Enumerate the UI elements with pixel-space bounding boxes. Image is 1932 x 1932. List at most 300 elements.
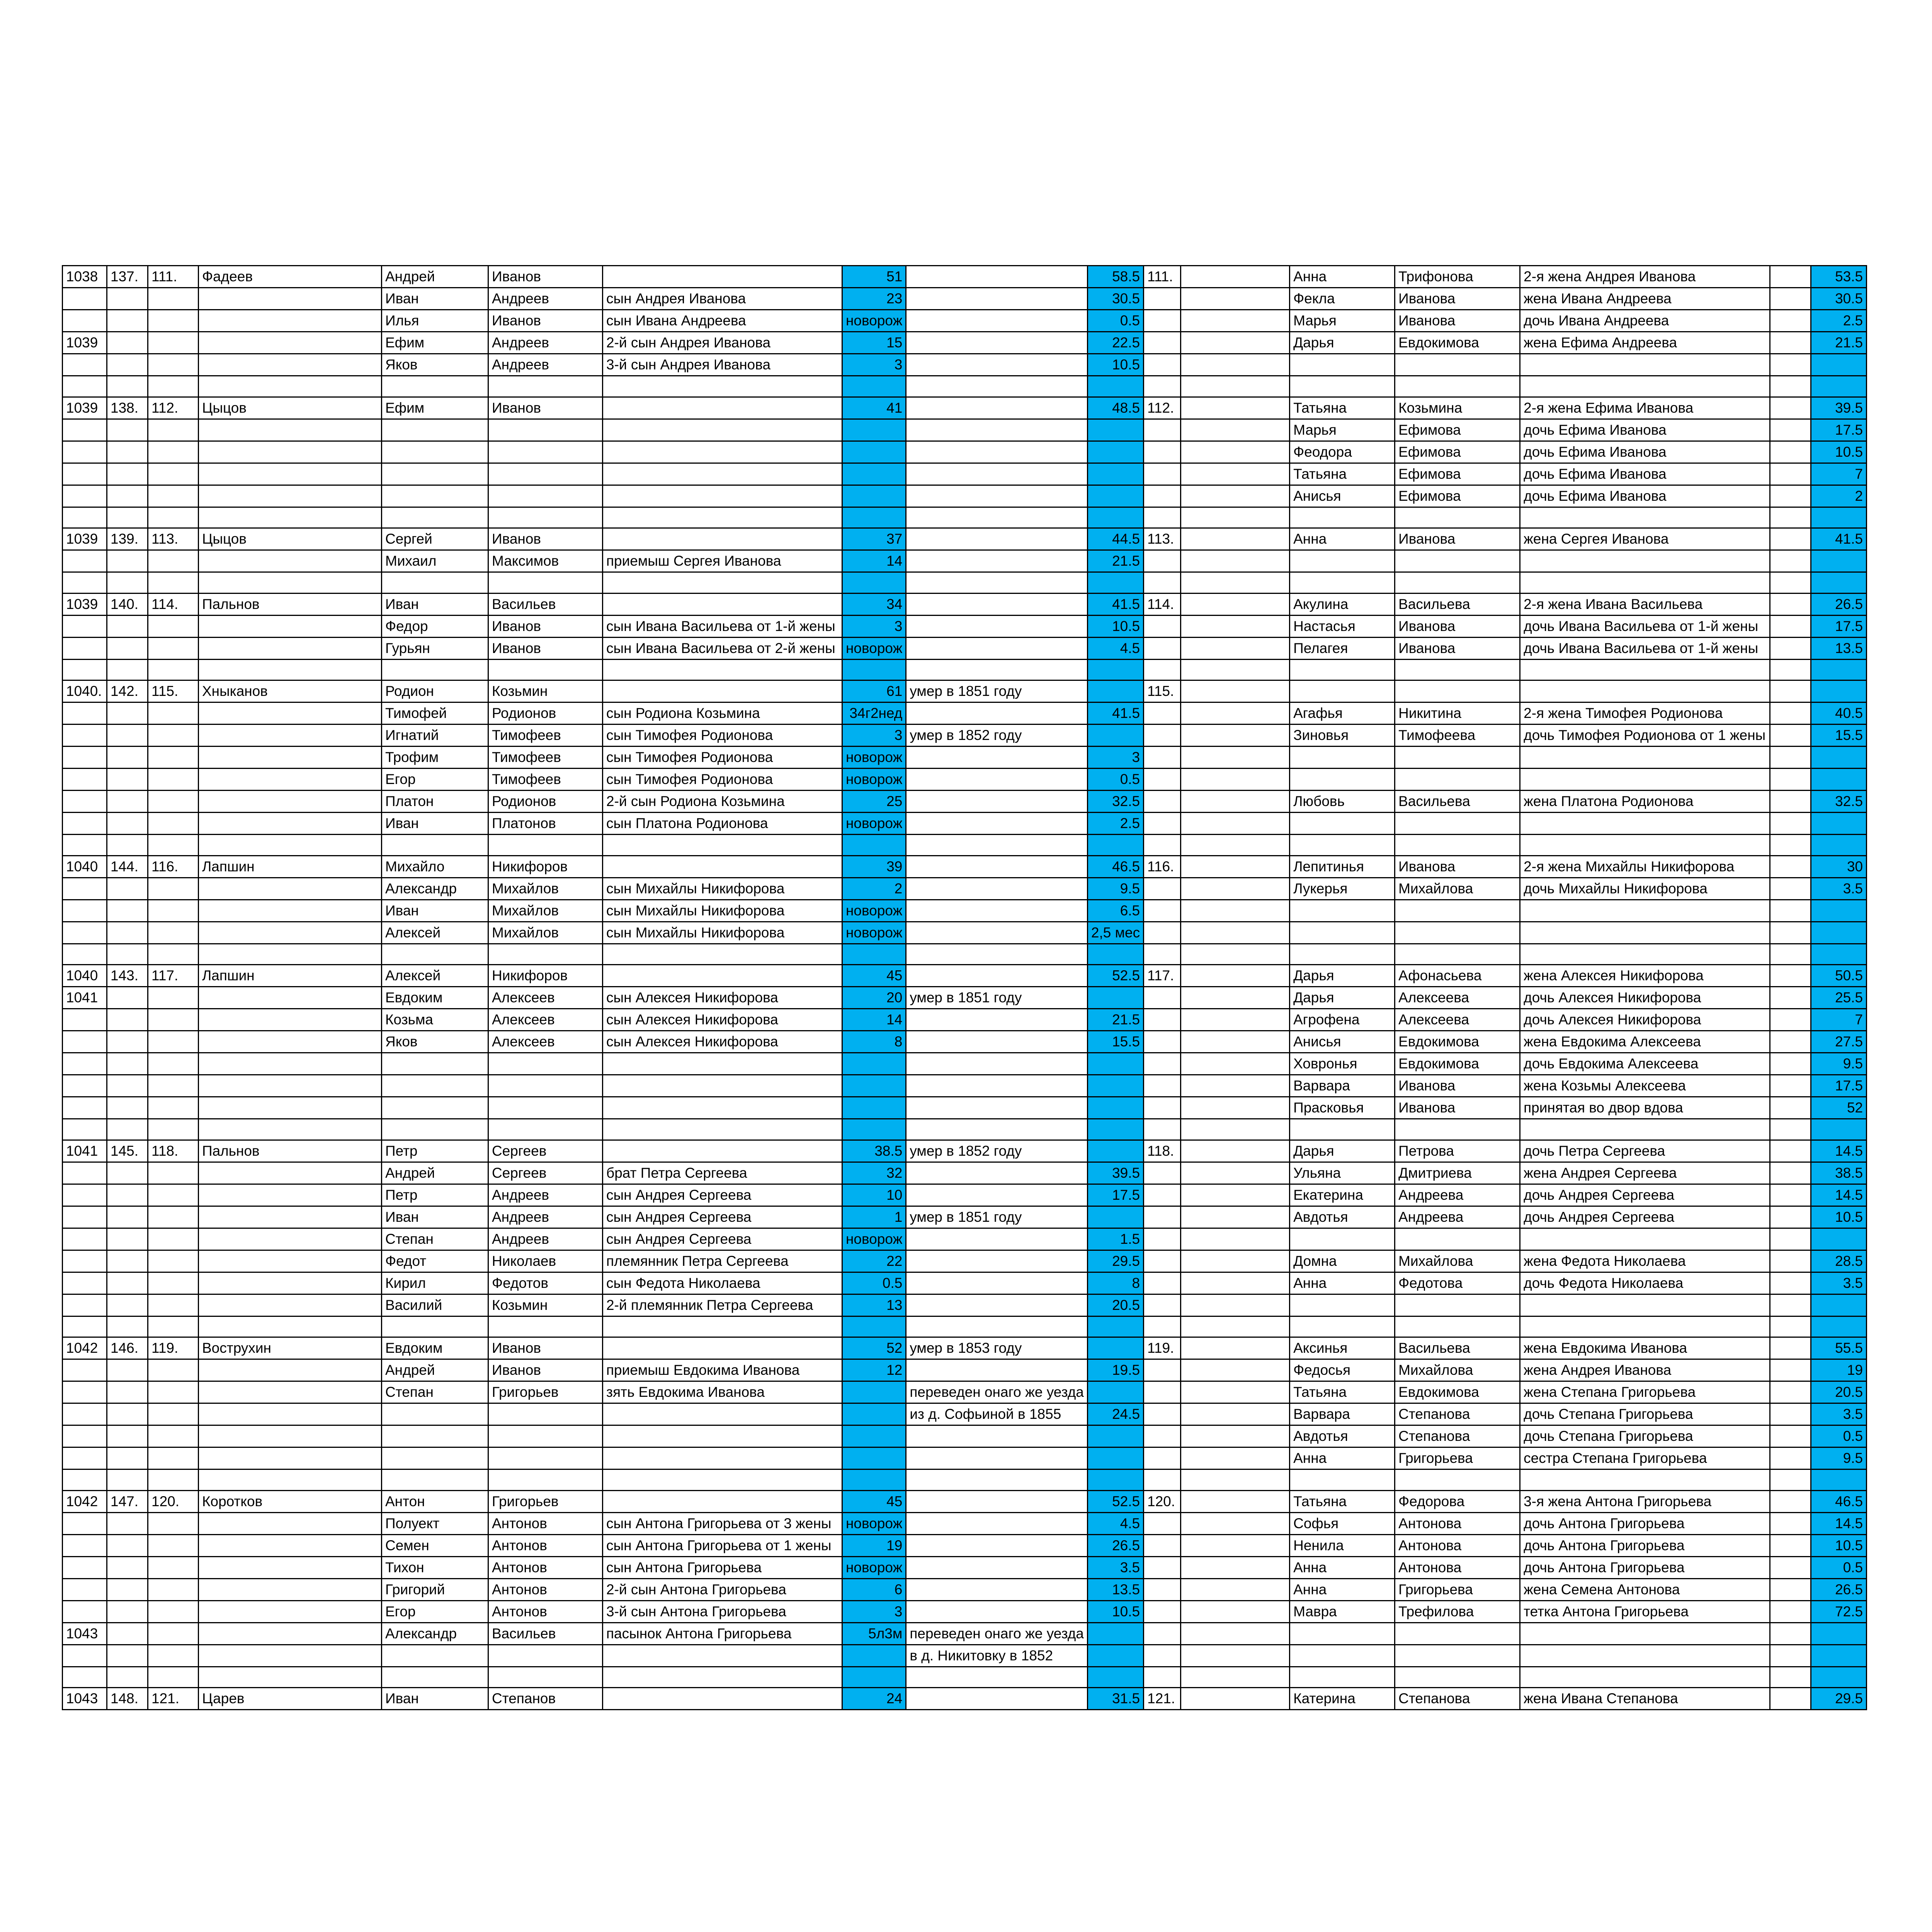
cell-household-number-1[interactable]: [107, 310, 148, 332]
cell-female-age[interactable]: 32.5: [1811, 791, 1867, 813]
cell-female-household-number[interactable]: [1144, 922, 1181, 944]
cell-female-household-number[interactable]: [1144, 1622, 1181, 1645]
cell-male-relation[interactable]: 2-й сын Андрея Иванова: [603, 332, 842, 354]
cell-female-blank-2[interactable]: [1770, 1294, 1811, 1316]
cell-male-first-name[interactable]: [382, 1447, 488, 1469]
cell-male-age-2[interactable]: 39.5: [1087, 1162, 1143, 1184]
cell-female-relation[interactable]: 2-я жена Андрея Иванова: [1520, 266, 1770, 288]
cell-female-relation[interactable]: [1520, 680, 1770, 702]
cell-female-relation[interactable]: дочь Ивана Васильева от 1-й жены: [1520, 637, 1770, 659]
cell-male-patronymic[interactable]: Родионов: [488, 702, 603, 724]
cell-female-patronymic[interactable]: Трифонова: [1395, 266, 1520, 288]
cell-household-number-2[interactable]: [148, 791, 199, 813]
cell-household-number-1[interactable]: [107, 1645, 148, 1667]
cell-female-blank[interactable]: [1181, 1184, 1290, 1206]
cell-male-age-2[interactable]: [1087, 1381, 1143, 1403]
cell-female-age[interactable]: 3.5: [1811, 1272, 1867, 1294]
cell-household-number-1[interactable]: [107, 376, 148, 397]
cell-female-first-name[interactable]: Домна: [1290, 1250, 1395, 1272]
cell-male-first-name[interactable]: Александр: [382, 1622, 488, 1645]
cell-female-patronymic[interactable]: [1395, 507, 1520, 528]
cell-female-relation[interactable]: жена Ефима Андреева: [1520, 332, 1770, 354]
cell-female-blank-2[interactable]: [1770, 288, 1811, 310]
cell-male-relation[interactable]: сын Тимофея Родионова: [603, 769, 842, 791]
cell-page-number[interactable]: [63, 354, 107, 376]
cell-male-relation[interactable]: [603, 1667, 842, 1688]
cell-male-age-2[interactable]: 41.5: [1087, 593, 1143, 615]
cell-female-blank-2[interactable]: [1770, 1250, 1811, 1272]
cell-female-relation[interactable]: [1520, 922, 1770, 944]
cell-female-patronymic[interactable]: Афонасьева: [1395, 965, 1520, 987]
cell-page-number[interactable]: [63, 659, 107, 680]
cell-male-age-1[interactable]: новорож: [842, 922, 906, 944]
cell-female-blank[interactable]: [1181, 835, 1290, 856]
cell-male-age-2[interactable]: [1087, 1119, 1143, 1140]
cell-male-note[interactable]: умер в 1852 году: [906, 1140, 1088, 1162]
cell-male-age-1[interactable]: 5л3м: [842, 1622, 906, 1645]
cell-male-relation[interactable]: сын Федота Николаева: [603, 1272, 842, 1294]
cell-male-patronymic[interactable]: Алексеев: [488, 987, 603, 1009]
cell-surname[interactable]: Царев: [199, 1688, 382, 1710]
cell-male-note[interactable]: [906, 747, 1088, 769]
cell-household-number-2[interactable]: [148, 1403, 199, 1425]
cell-male-first-name[interactable]: Яков: [382, 354, 488, 376]
cell-surname[interactable]: [199, 922, 382, 944]
cell-female-relation[interactable]: жена Евдокима Алексеева: [1520, 1031, 1770, 1053]
cell-male-age-2[interactable]: [1087, 1337, 1143, 1359]
cell-female-household-number[interactable]: [1144, 1359, 1181, 1381]
cell-female-age[interactable]: [1811, 835, 1867, 856]
cell-female-relation[interactable]: дочь Евдокима Алексеева: [1520, 1053, 1770, 1075]
cell-male-note[interactable]: [906, 1119, 1088, 1140]
cell-household-number-1[interactable]: [107, 1316, 148, 1337]
cell-female-patronymic[interactable]: [1395, 1645, 1520, 1667]
cell-male-relation[interactable]: сын Тимофея Родионова: [603, 747, 842, 769]
cell-male-relation[interactable]: сын Ивана Васильева от 1-й жены: [603, 615, 842, 637]
cell-household-number-2[interactable]: [148, 1009, 199, 1031]
cell-female-first-name[interactable]: Дарья: [1290, 965, 1395, 987]
cell-female-blank-2[interactable]: [1770, 878, 1811, 900]
cell-surname[interactable]: Фадеев: [199, 266, 382, 288]
cell-female-age[interactable]: 40.5: [1811, 702, 1867, 724]
cell-female-first-name[interactable]: [1290, 376, 1395, 397]
cell-household-number-2[interactable]: [148, 441, 199, 463]
cell-female-blank[interactable]: [1181, 1075, 1290, 1097]
cell-female-first-name[interactable]: [1290, 900, 1395, 922]
cell-male-patronymic[interactable]: Тимофеев: [488, 747, 603, 769]
cell-female-relation[interactable]: жена Андрея Сергеева: [1520, 1162, 1770, 1184]
cell-male-age-1[interactable]: [842, 1075, 906, 1097]
cell-female-blank-2[interactable]: [1770, 922, 1811, 944]
cell-female-relation[interactable]: дочь Ефима Иванова: [1520, 441, 1770, 463]
cell-male-patronymic[interactable]: Андреев: [488, 1184, 603, 1206]
cell-page-number[interactable]: [63, 1425, 107, 1447]
cell-surname[interactable]: [199, 1250, 382, 1272]
cell-household-number-1[interactable]: [107, 900, 148, 922]
cell-female-blank-2[interactable]: [1770, 747, 1811, 769]
cell-page-number[interactable]: [63, 1184, 107, 1206]
cell-female-blank[interactable]: [1181, 637, 1290, 659]
cell-surname[interactable]: [199, 1534, 382, 1556]
cell-female-household-number[interactable]: [1144, 1009, 1181, 1031]
cell-male-age-2[interactable]: [1087, 1667, 1143, 1688]
cell-male-age-1[interactable]: [842, 1381, 906, 1403]
cell-female-patronymic[interactable]: Ефимова: [1395, 441, 1520, 463]
cell-male-relation[interactable]: зять Евдокима Иванова: [603, 1381, 842, 1403]
cell-page-number[interactable]: [63, 1667, 107, 1688]
cell-household-number-1[interactable]: [107, 944, 148, 965]
cell-female-age[interactable]: 38.5: [1811, 1162, 1867, 1184]
cell-male-patronymic[interactable]: Козьмин: [488, 1294, 603, 1316]
cell-female-first-name[interactable]: Настасья: [1290, 615, 1395, 637]
cell-page-number[interactable]: [63, 900, 107, 922]
cell-male-age-1[interactable]: 19: [842, 1534, 906, 1556]
cell-male-patronymic[interactable]: [488, 507, 603, 528]
cell-surname[interactable]: Цыцов: [199, 397, 382, 419]
cell-male-age-2[interactable]: [1087, 485, 1143, 507]
cell-female-first-name[interactable]: Дарья: [1290, 332, 1395, 354]
cell-male-age-1[interactable]: [842, 485, 906, 507]
cell-female-patronymic[interactable]: Тимофеева: [1395, 724, 1520, 747]
cell-female-first-name[interactable]: [1290, 1469, 1395, 1491]
cell-male-age-2[interactable]: 3.5: [1087, 1556, 1143, 1578]
cell-surname[interactable]: Лапшин: [199, 855, 382, 878]
cell-household-number-1[interactable]: [107, 1031, 148, 1053]
cell-female-blank-2[interactable]: [1770, 1053, 1811, 1075]
cell-male-age-1[interactable]: 3: [842, 354, 906, 376]
cell-surname[interactable]: [199, 724, 382, 747]
cell-male-age-1[interactable]: 37: [842, 528, 906, 550]
cell-male-patronymic[interactable]: Иванов: [488, 615, 603, 637]
cell-household-number-1[interactable]: [107, 354, 148, 376]
cell-household-number-1[interactable]: [107, 791, 148, 813]
cell-page-number[interactable]: [63, 1228, 107, 1250]
cell-male-age-2[interactable]: 19.5: [1087, 1359, 1143, 1381]
cell-household-number-2[interactable]: [148, 813, 199, 835]
cell-female-patronymic[interactable]: Григорьева: [1395, 1447, 1520, 1469]
cell-male-first-name[interactable]: [382, 1053, 488, 1075]
cell-male-first-name[interactable]: Семен: [382, 1534, 488, 1556]
cell-male-patronymic[interactable]: Сергеев: [488, 1162, 603, 1184]
cell-male-relation[interactable]: [603, 376, 842, 397]
cell-male-first-name[interactable]: Александр: [382, 878, 488, 900]
cell-page-number[interactable]: 1039: [63, 332, 107, 354]
cell-male-patronymic[interactable]: Васильев: [488, 1622, 603, 1645]
cell-male-age-1[interactable]: 8: [842, 1031, 906, 1053]
cell-female-patronymic[interactable]: [1395, 1119, 1520, 1140]
cell-male-first-name[interactable]: [382, 463, 488, 485]
cell-female-household-number[interactable]: [1144, 1053, 1181, 1075]
cell-male-relation[interactable]: сын Андрея Сергеева: [603, 1206, 842, 1228]
cell-female-age[interactable]: 53.5: [1811, 266, 1867, 288]
cell-male-note[interactable]: [906, 1250, 1088, 1272]
cell-female-relation[interactable]: [1520, 550, 1770, 572]
cell-female-first-name[interactable]: Феодора: [1290, 441, 1395, 463]
cell-female-relation[interactable]: [1520, 376, 1770, 397]
cell-female-household-number[interactable]: [1144, 1381, 1181, 1403]
cell-male-first-name[interactable]: [382, 376, 488, 397]
cell-male-first-name[interactable]: Платон: [382, 791, 488, 813]
cell-female-relation[interactable]: [1520, 944, 1770, 965]
cell-male-age-1[interactable]: 32: [842, 1162, 906, 1184]
cell-male-patronymic[interactable]: Иванов: [488, 397, 603, 419]
cell-female-blank-2[interactable]: [1770, 397, 1811, 419]
cell-surname[interactable]: [199, 900, 382, 922]
cell-male-age-2[interactable]: 6.5: [1087, 900, 1143, 922]
cell-female-blank[interactable]: [1181, 747, 1290, 769]
cell-page-number[interactable]: [63, 1600, 107, 1622]
cell-male-patronymic[interactable]: [488, 835, 603, 856]
cell-female-blank-2[interactable]: [1770, 1316, 1811, 1337]
cell-female-household-number[interactable]: [1144, 1512, 1181, 1534]
cell-male-age-1[interactable]: [842, 1645, 906, 1667]
cell-female-household-number[interactable]: [1144, 944, 1181, 965]
cell-page-number[interactable]: 1040: [63, 855, 107, 878]
cell-female-relation[interactable]: жена Козьмы Алексеева: [1520, 1075, 1770, 1097]
cell-male-age-1[interactable]: 10: [842, 1184, 906, 1206]
cell-male-age-2[interactable]: [1087, 1075, 1143, 1097]
cell-female-blank[interactable]: [1181, 944, 1290, 965]
cell-male-patronymic[interactable]: Иванов: [488, 528, 603, 550]
cell-male-age-1[interactable]: [842, 1667, 906, 1688]
cell-female-relation[interactable]: дочь Алексея Никифорова: [1520, 987, 1770, 1009]
cell-male-age-2[interactable]: [1087, 1622, 1143, 1645]
cell-female-first-name[interactable]: [1290, 572, 1395, 594]
cell-female-age[interactable]: 26.5: [1811, 1578, 1867, 1600]
cell-female-blank-2[interactable]: [1770, 1578, 1811, 1600]
cell-male-first-name[interactable]: [382, 1645, 488, 1667]
cell-female-blank[interactable]: [1181, 1490, 1290, 1512]
cell-surname[interactable]: [199, 987, 382, 1009]
cell-male-relation[interactable]: [603, 419, 842, 441]
cell-female-blank[interactable]: [1181, 593, 1290, 615]
cell-female-first-name[interactable]: [1290, 1667, 1395, 1688]
cell-page-number[interactable]: [63, 615, 107, 637]
cell-female-relation[interactable]: [1520, 1228, 1770, 1250]
cell-household-number-1[interactable]: [107, 637, 148, 659]
cell-female-relation[interactable]: жена Ивана Степанова: [1520, 1688, 1770, 1710]
cell-household-number-2[interactable]: [148, 922, 199, 944]
cell-page-number[interactable]: [63, 441, 107, 463]
cell-female-first-name[interactable]: Акулина: [1290, 593, 1395, 615]
cell-female-household-number[interactable]: [1144, 1228, 1181, 1250]
cell-female-household-number[interactable]: [1144, 1250, 1181, 1272]
cell-male-patronymic[interactable]: Антонов: [488, 1600, 603, 1622]
cell-surname[interactable]: [199, 1600, 382, 1622]
cell-male-age-2[interactable]: 26.5: [1087, 1534, 1143, 1556]
cell-female-age[interactable]: [1811, 572, 1867, 594]
cell-male-age-1[interactable]: 14: [842, 550, 906, 572]
cell-male-note[interactable]: [906, 1512, 1088, 1534]
cell-female-household-number[interactable]: 118.: [1144, 1140, 1181, 1162]
cell-male-age-1[interactable]: новорож: [842, 1228, 906, 1250]
cell-female-blank-2[interactable]: [1770, 855, 1811, 878]
cell-female-blank-2[interactable]: [1770, 1184, 1811, 1206]
cell-page-number[interactable]: 1038: [63, 266, 107, 288]
cell-male-note[interactable]: [906, 1097, 1088, 1119]
cell-household-number-1[interactable]: [107, 1162, 148, 1184]
cell-male-relation[interactable]: [603, 1075, 842, 1097]
cell-male-age-1[interactable]: 3: [842, 724, 906, 747]
cell-surname[interactable]: [199, 1381, 382, 1403]
cell-female-household-number[interactable]: 114.: [1144, 593, 1181, 615]
cell-household-number-2[interactable]: [148, 878, 199, 900]
cell-female-relation[interactable]: жена Андрея Иванова: [1520, 1359, 1770, 1381]
cell-female-first-name[interactable]: [1290, 769, 1395, 791]
cell-female-first-name[interactable]: Анна: [1290, 1556, 1395, 1578]
cell-female-age[interactable]: 30: [1811, 855, 1867, 878]
cell-male-age-2[interactable]: [1087, 987, 1143, 1009]
cell-female-relation[interactable]: жена Евдокима Иванова: [1520, 1337, 1770, 1359]
cell-female-age[interactable]: 7: [1811, 463, 1867, 485]
cell-female-first-name[interactable]: Зиновья: [1290, 724, 1395, 747]
cell-female-relation[interactable]: [1520, 1622, 1770, 1645]
cell-male-age-2[interactable]: 44.5: [1087, 528, 1143, 550]
cell-household-number-2[interactable]: [148, 1578, 199, 1600]
cell-male-first-name[interactable]: Григорий: [382, 1578, 488, 1600]
cell-female-patronymic[interactable]: Михайлова: [1395, 878, 1520, 900]
cell-female-patronymic[interactable]: [1395, 835, 1520, 856]
cell-male-patronymic[interactable]: Григорьев: [488, 1381, 603, 1403]
cell-male-age-2[interactable]: 4.5: [1087, 1512, 1143, 1534]
cell-male-age-1[interactable]: [842, 835, 906, 856]
cell-male-age-1[interactable]: 3: [842, 615, 906, 637]
cell-female-patronymic[interactable]: Федотова: [1395, 1272, 1520, 1294]
cell-male-age-1[interactable]: 2: [842, 878, 906, 900]
cell-male-note[interactable]: [906, 965, 1088, 987]
cell-page-number[interactable]: [63, 1162, 107, 1184]
cell-male-note[interactable]: [906, 419, 1088, 441]
cell-female-blank[interactable]: [1181, 550, 1290, 572]
cell-household-number-1[interactable]: [107, 1381, 148, 1403]
cell-female-household-number[interactable]: [1144, 1031, 1181, 1053]
cell-household-number-1[interactable]: 140.: [107, 593, 148, 615]
cell-female-relation[interactable]: дочь Ивана Андреева: [1520, 310, 1770, 332]
cell-page-number[interactable]: [63, 1009, 107, 1031]
cell-female-blank-2[interactable]: [1770, 332, 1811, 354]
cell-female-blank-2[interactable]: [1770, 769, 1811, 791]
cell-male-relation[interactable]: сын Тимофея Родионова: [603, 724, 842, 747]
cell-household-number-1[interactable]: 147.: [107, 1490, 148, 1512]
cell-male-first-name[interactable]: Родион: [382, 680, 488, 702]
cell-female-blank[interactable]: [1181, 354, 1290, 376]
cell-female-patronymic[interactable]: Степанова: [1395, 1688, 1520, 1710]
cell-female-blank[interactable]: [1181, 288, 1290, 310]
cell-female-relation[interactable]: дочь Ивана Васильева от 1-й жены: [1520, 615, 1770, 637]
cell-female-patronymic[interactable]: [1395, 944, 1520, 965]
cell-male-relation[interactable]: [603, 507, 842, 528]
cell-male-age-2[interactable]: 9.5: [1087, 878, 1143, 900]
cell-female-household-number[interactable]: [1144, 724, 1181, 747]
cell-female-household-number[interactable]: [1144, 354, 1181, 376]
cell-female-blank-2[interactable]: [1770, 944, 1811, 965]
cell-female-relation[interactable]: [1520, 507, 1770, 528]
cell-female-blank-2[interactable]: [1770, 354, 1811, 376]
cell-female-household-number[interactable]: 120.: [1144, 1490, 1181, 1512]
cell-male-relation[interactable]: [603, 1403, 842, 1425]
cell-male-patronymic[interactable]: Михайлов: [488, 922, 603, 944]
cell-household-number-2[interactable]: [148, 1667, 199, 1688]
cell-male-age-2[interactable]: 21.5: [1087, 550, 1143, 572]
cell-male-first-name[interactable]: [382, 1316, 488, 1337]
cell-male-age-1[interactable]: [842, 507, 906, 528]
cell-female-relation[interactable]: дочь Ефима Иванова: [1520, 419, 1770, 441]
cell-male-age-2[interactable]: [1087, 376, 1143, 397]
cell-female-patronymic[interactable]: Петрова: [1395, 1140, 1520, 1162]
cell-page-number[interactable]: [63, 1381, 107, 1403]
cell-male-age-1[interactable]: новорож: [842, 813, 906, 835]
cell-male-relation[interactable]: [603, 1140, 842, 1162]
cell-household-number-2[interactable]: [148, 1206, 199, 1228]
cell-male-first-name[interactable]: [382, 1119, 488, 1140]
cell-male-patronymic[interactable]: [488, 1316, 603, 1337]
cell-female-blank[interactable]: [1181, 1206, 1290, 1228]
cell-female-blank[interactable]: [1181, 922, 1290, 944]
cell-male-patronymic[interactable]: [488, 1075, 603, 1097]
cell-female-household-number[interactable]: [1144, 1184, 1181, 1206]
cell-female-household-number[interactable]: [1144, 637, 1181, 659]
cell-page-number[interactable]: [63, 1294, 107, 1316]
cell-female-first-name[interactable]: Авдотья: [1290, 1206, 1395, 1228]
cell-female-blank[interactable]: [1181, 1667, 1290, 1688]
cell-female-blank-2[interactable]: [1770, 1667, 1811, 1688]
cell-female-relation[interactable]: [1520, 1316, 1770, 1337]
cell-household-number-1[interactable]: [107, 419, 148, 441]
cell-household-number-1[interactable]: 146.: [107, 1337, 148, 1359]
cell-male-patronymic[interactable]: [488, 1447, 603, 1469]
cell-male-relation[interactable]: приемыш Евдокима Иванова: [603, 1359, 842, 1381]
cell-surname[interactable]: [199, 1119, 382, 1140]
cell-household-number-1[interactable]: [107, 441, 148, 463]
cell-female-household-number[interactable]: [1144, 441, 1181, 463]
cell-household-number-1[interactable]: [107, 572, 148, 594]
cell-surname[interactable]: [199, 1228, 382, 1250]
cell-female-blank[interactable]: [1181, 1425, 1290, 1447]
cell-female-blank-2[interactable]: [1770, 987, 1811, 1009]
cell-female-blank[interactable]: [1181, 1031, 1290, 1053]
cell-female-blank[interactable]: [1181, 1294, 1290, 1316]
cell-female-age[interactable]: 25.5: [1811, 987, 1867, 1009]
cell-female-relation[interactable]: [1520, 747, 1770, 769]
cell-page-number[interactable]: [63, 1206, 107, 1228]
cell-page-number[interactable]: [63, 922, 107, 944]
cell-male-patronymic[interactable]: Антонов: [488, 1534, 603, 1556]
cell-female-household-number[interactable]: [1144, 1119, 1181, 1140]
cell-female-first-name[interactable]: Ульяна: [1290, 1162, 1395, 1184]
cell-female-blank-2[interactable]: [1770, 1162, 1811, 1184]
cell-male-age-1[interactable]: [842, 572, 906, 594]
cell-male-relation[interactable]: сын Родиона Козьмина: [603, 702, 842, 724]
cell-female-blank-2[interactable]: [1770, 593, 1811, 615]
cell-male-relation[interactable]: сын Антона Григорьева: [603, 1556, 842, 1578]
cell-female-first-name[interactable]: [1290, 922, 1395, 944]
cell-female-relation[interactable]: 3-я жена Антона Григорьева: [1520, 1490, 1770, 1512]
cell-male-age-1[interactable]: новорож: [842, 900, 906, 922]
cell-male-note[interactable]: [906, 1425, 1088, 1447]
cell-female-blank[interactable]: [1181, 572, 1290, 594]
cell-male-patronymic[interactable]: Иванов: [488, 1337, 603, 1359]
cell-surname[interactable]: [199, 1053, 382, 1075]
cell-male-relation[interactable]: приемыш Сергея Иванова: [603, 550, 842, 572]
cell-page-number[interactable]: [63, 1316, 107, 1337]
cell-male-relation[interactable]: [603, 1490, 842, 1512]
cell-male-age-2[interactable]: 17.5: [1087, 1184, 1143, 1206]
cell-household-number-1[interactable]: [107, 1184, 148, 1206]
cell-page-number[interactable]: 1039: [63, 397, 107, 419]
cell-female-blank[interactable]: [1181, 397, 1290, 419]
cell-male-relation[interactable]: сын Андрея Иванова: [603, 288, 842, 310]
cell-female-patronymic[interactable]: Иванова: [1395, 528, 1520, 550]
